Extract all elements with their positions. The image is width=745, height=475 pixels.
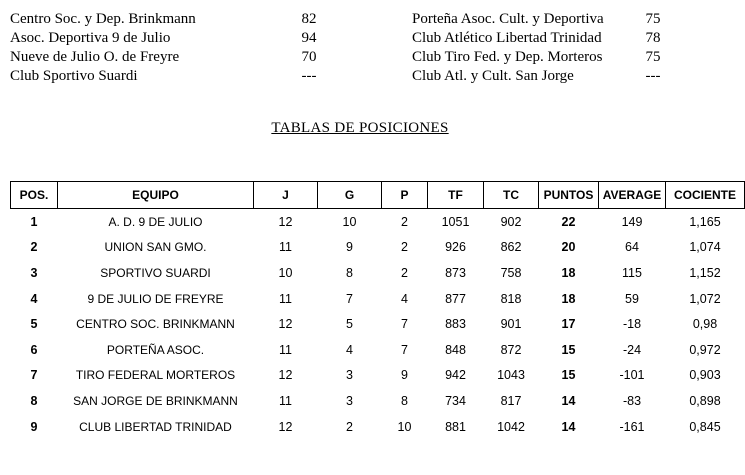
right-team-score: 75 [645,11,661,27]
team-cell: SAN JORGE DE BRINKMANN [73,393,238,408]
left-team-score: 70 [301,49,317,65]
standings-header-row [11,182,745,209]
points-cell: 18 [561,291,576,306]
team-cell: 9 DE JULIO DE FREYRE [87,291,224,306]
position-cell: 4 [30,291,38,306]
played-cell: 12 [278,317,293,332]
points-cell: 14 [561,419,576,434]
team-cell: A. D. 9 DE JULIO [108,214,203,229]
position-cell: 1 [30,214,38,229]
lost-cell: 8 [401,393,408,408]
right-team-name: Porteña Asoc. Cult. y Deportiva [412,11,604,27]
points-for-cell: 926 [445,240,466,255]
points-against-cell: 818 [500,291,522,306]
result-row [10,10,710,29]
won-cell: 5 [346,317,353,332]
quotient-cell: 0,845 [689,419,721,434]
points-cell: 15 [561,368,576,383]
average-cell: -83 [622,393,642,408]
points-cell: 17 [561,317,576,332]
header-equipo: EQUIPO [58,182,254,209]
table-row [11,286,745,312]
quotient-cell: 0,972 [689,342,721,357]
played-cell: 12 [278,368,293,383]
points-against-cell: 902 [500,214,522,229]
quotient-cell: 1,072 [689,291,721,306]
average-cell: 149 [621,214,643,229]
right-team-name: Club Atlético Libertad Trinidad [412,30,602,46]
points-cell: 20 [561,240,576,255]
table-row [11,235,745,261]
header-j: J [254,182,318,209]
quotient-cell: 1,165 [689,214,721,229]
left-team-name: Club Sportivo Suardi [10,68,138,84]
result-row [10,48,710,67]
lost-cell: 9 [401,368,408,383]
right-team-score: 75 [645,49,661,65]
points-for-cell: 883 [445,317,466,332]
points-against-cell: 1043 [497,368,525,383]
position-cell: 2 [30,240,38,255]
points-for-cell: 942 [445,368,466,383]
played-cell: 10 [278,265,293,280]
table-row [11,311,745,337]
team-cell: SPORTIVO SUARDI [100,265,211,280]
table-row [11,209,745,235]
points-against-cell: 901 [500,317,522,332]
team-cell: CENTRO SOC. BRINKMANN [76,317,235,332]
header-tc: TC [484,182,539,209]
played-cell: 12 [278,214,293,229]
position-cell: 3 [30,265,38,280]
points-against-cell: 1042 [497,419,525,434]
average-cell: 59 [625,291,639,306]
team-cell: CLUB LIBERTAD TRINIDAD [79,419,232,434]
points-against-cell: 758 [500,265,522,280]
result-row [10,29,710,48]
points-cell: 14 [561,393,576,408]
quotient-cell: 0,98 [692,317,718,332]
right-team-score: 78 [645,30,661,46]
header-g: G [318,182,382,209]
won-cell: 8 [346,265,353,280]
left-team-name: Centro Soc. y Dep. Brinkmann [10,11,196,27]
lost-cell: 2 [401,265,408,280]
points-against-cell: 817 [500,393,522,408]
quotient-cell: 1,152 [689,265,721,280]
lost-cell: 7 [401,317,408,332]
points-for-cell: 734 [445,393,466,408]
header-average: AVERAGE [599,182,666,209]
quotient-cell: 0,898 [689,393,721,408]
table-row [11,337,745,363]
team-cell: TIRO FEDERAL MORTEROS [75,368,236,383]
left-team-name: Asoc. Deportiva 9 de Julio [10,30,171,46]
table-row [11,414,745,440]
left-team-name: Nueve de Julio O. de Freyre [10,49,180,65]
points-for-cell: 1051 [441,214,470,229]
average-cell: 64 [625,240,639,255]
left-team-score: 82 [301,11,317,27]
position-cell: 7 [30,368,38,383]
table-row [11,388,745,414]
won-cell: 3 [346,368,353,383]
team-cell: PORTEÑA ASOC. [106,342,205,357]
left-team-score: 94 [301,30,317,46]
played-cell: 11 [279,291,292,306]
played-cell: 11 [279,342,292,357]
played-cell: 12 [278,419,293,434]
match-results [10,10,710,86]
points-for-cell: 881 [445,419,466,434]
lost-cell: 10 [397,419,412,434]
points-for-cell: 877 [445,291,466,306]
points-cell: 15 [561,342,576,357]
result-row [10,67,710,86]
lost-cell: 7 [401,342,408,357]
average-cell: -161 [619,419,645,434]
header-p: P [382,182,428,209]
quotient-cell: 1,074 [689,240,721,255]
won-cell: 9 [346,240,353,255]
position-cell: 8 [30,393,38,408]
won-cell: 10 [342,214,357,229]
position-cell: 6 [30,342,38,357]
points-for-cell: 848 [445,342,466,357]
average-cell: -101 [619,368,645,383]
played-cell: 11 [279,393,292,408]
points-cell: 18 [561,265,576,280]
average-cell: 115 [622,265,642,280]
lost-cell: 2 [401,240,408,255]
quotient-cell: 0,903 [689,368,721,383]
points-cell: 22 [561,214,576,229]
average-cell: -24 [622,342,642,357]
header-puntos: PUNTOS [539,182,599,209]
right-team-name: Club Tiro Fed. y Dep. Morteros [412,49,603,65]
points-for-cell: 873 [445,265,466,280]
won-cell: 3 [346,393,353,408]
won-cell: 2 [346,419,353,434]
left-team-score: --- [301,68,317,84]
header-cociente: COCIENTE [666,182,745,209]
table-row [11,363,745,389]
played-cell: 11 [279,240,292,255]
table-row [11,260,745,286]
right-team-name: Club Atl. y Cult. San Jorge [412,68,574,84]
points-against-cell: 862 [500,240,522,255]
points-against-cell: 872 [500,342,522,357]
team-cell: UNION SAN GMO. [104,240,207,255]
right-team-score: --- [645,68,661,84]
header-pos: POS. [11,182,58,209]
standings-title: TABLAS DE POSICIONES [271,120,449,136]
lost-cell: 4 [401,291,408,306]
won-cell: 4 [346,342,353,357]
standings-table [10,181,745,439]
position-cell: 5 [30,317,38,332]
lost-cell: 2 [401,214,408,229]
won-cell: 7 [346,291,353,306]
position-cell: 9 [30,419,38,434]
average-cell: -18 [622,317,642,332]
header-tf: TF [428,182,484,209]
